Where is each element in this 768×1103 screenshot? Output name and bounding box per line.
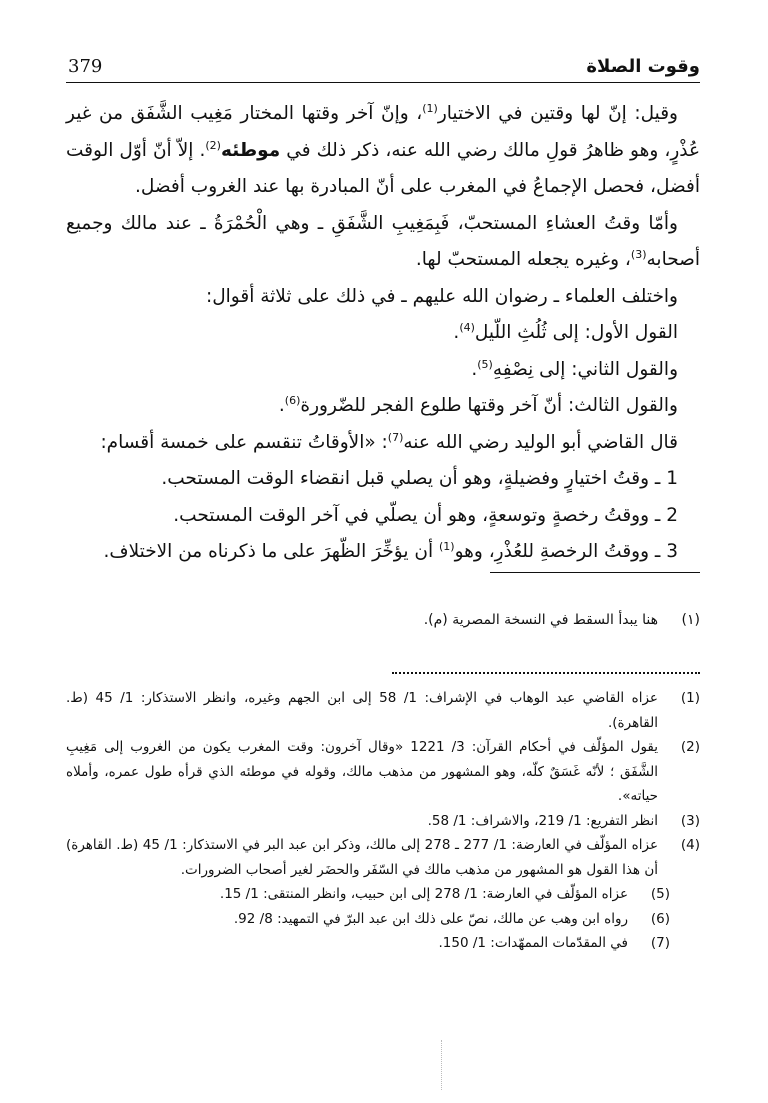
manuscript-note-text: هنا يبدأ السقط في النسخة المصرية (م). — [423, 612, 658, 628]
main-text — [66, 96, 700, 571]
paragraph-6: والقول الثالث: أنّ آخر وقتها طلوع الفجر للضّرورة$^{(6)}$. — [278, 393, 678, 416]
footnote-text: رواه ابن وهب عن مالك، نصّ على ذلك ابن عبد البرّ في التمهيد: 8/ 92. — [233, 910, 628, 927]
manuscript-note — [66, 608, 700, 632]
footnote-text: يقول المؤلّف في أحكام القرآن: 3/ 1221 «وقال آخرون: وقت المغرب يكون من الغروب إلى مَغِيبِ الشَّفَق ؛ لأنّه غَسَقٌ كلّه، وهو المشهور من مذهب مالك، وقوله في موطئه الذي قرأه طول عمره، وأملاه حياته». — [66, 739, 658, 804]
paragraph-4: القول الأول: إلى ثُلُثِ اللّيل$^{(4)}$. — [453, 320, 678, 343]
paragraph-3: واختلف العلماء ـ رضوان الله عليهم ـ في ذلك على ثلاثة أقوال: — [205, 285, 678, 307]
footnote-marker: (7) — [387, 430, 404, 444]
footnote-number: (2) — [680, 739, 700, 755]
page-number: 379 — [68, 56, 103, 77]
running-title: وقوت الصلاة — [586, 56, 700, 77]
footnote-text: انظر التفريع: 1/ 219، والاشراف: 1/ 58. — [427, 812, 658, 829]
list-item-1: 1 ـ وقتُ اختيارٍ وفضيلةٍ، وهو أن يصلي قبل انقضاء الوقت المستحب. — [161, 468, 678, 489]
footnote-text: عزاه المؤلّف في العارضة: 1/ 277 ـ 278 إلى مالك، وذكر ابن عبد البر في الاستذكار: 1/ 45 (ط. القاهرة) أن هذا القول هو المشهور من مذهب مالك في السّفَر والحضَر لغير أصحاب الضرورات. — [66, 837, 659, 878]
footnote-marker: (6) — [284, 393, 301, 407]
dotted-separator — [392, 672, 700, 674]
footnote-number: (3) — [680, 812, 700, 829]
footnote-7 — [66, 931, 700, 956]
footnote-2 — [66, 735, 700, 809]
paragraph-1: وقيل: إنّ لها وقتين في الاختيار$^{(1)}$، وإنّ آخر وقتها المختار مَغِيب الشَّفَق من غير عُذْرٍ، وهو ظاهرُ قولِ مالك رضي الله عنه، ذكر ذلك في موطئه$^{(2)}$. إلاّ أنّ أوّل الوقت أفضل، فحصل الإجماعُ في المغرب على أنّ المبادرة بها عند الغروب أفضل. — [66, 101, 701, 197]
footnote-text: في المقدّمات الممهّدات: 1/ 150. — [438, 935, 628, 951]
footnote-5 — [66, 882, 700, 907]
footnote-marker: (4) — [459, 320, 475, 334]
footnote-marker: (2) — [205, 138, 221, 152]
footnote-number: (7) — [650, 935, 670, 951]
footnote-text: عزاه القاضي عبد الوهاب في الإشراف: 1/ 58 إلى ابن الجهم وغيره، وانظر الاستذكار: 1/ 45 (ط. القاهرة). — [66, 690, 658, 731]
footnote-number: (6) — [650, 910, 670, 927]
footnote-marker: (5) — [477, 357, 493, 371]
paragraph-7: قال القاضي أبو الوليد رضي الله عنه$^{(7)}$: «الأوقاتُ تنقسم على خمسة أقسام: — [100, 430, 678, 453]
footnote-1 — [66, 686, 700, 735]
footnote-number: (5) — [650, 886, 670, 902]
footnote-text: عزاه المؤلّف في العارضة: 1/ 278 إلى ابن حبيب، وانظر المنتقى: 1/ 15. — [219, 886, 628, 902]
footnote-marker: (3) — [630, 247, 647, 261]
bold-term: موطئه — [220, 139, 281, 161]
paragraph-5: والقول الثاني: إلى نِصْفِهِ$^{(5)}$. — [471, 357, 678, 380]
footnote-3 — [66, 809, 700, 834]
editor-footnotes — [66, 686, 700, 956]
page-header — [66, 52, 700, 83]
footnote-6 — [66, 907, 700, 932]
scan-artifact — [441, 1040, 443, 1090]
list-item-3: 3 ـ ووقتُ الرخصةِ للعُذْرِ، وهو$^{(1)}$ أن يؤخِّرَ الظّهرَ على ما ذكرناه من الاختلاف. — [103, 539, 678, 562]
footnote-marker: (1) — [422, 101, 438, 115]
list-item-2: 2 ـ ووقتُ رخصةٍ وتوسعةٍ، وهو أن يصلّي في آخر الوقت المستحب. — [173, 504, 678, 526]
footnote-separator — [490, 572, 700, 573]
manuscript-note-number: (١) — [681, 612, 700, 628]
footnote-number: (1) — [680, 690, 700, 706]
footnote-4 — [66, 833, 700, 882]
footnote-marker: (1) — [438, 539, 455, 553]
paragraph-2: وأمّا وقتُ العشاءِ المستحبّ، فَبِمَغِيبِ الشَّفَقِ ـ وهي الْحُمْرَةُ ـ عند مالك وجميع أصحابه$^{(3)}$، وغيره يجعله المستحبّ لها. — [66, 212, 700, 270]
footnote-number: (4) — [680, 837, 700, 853]
